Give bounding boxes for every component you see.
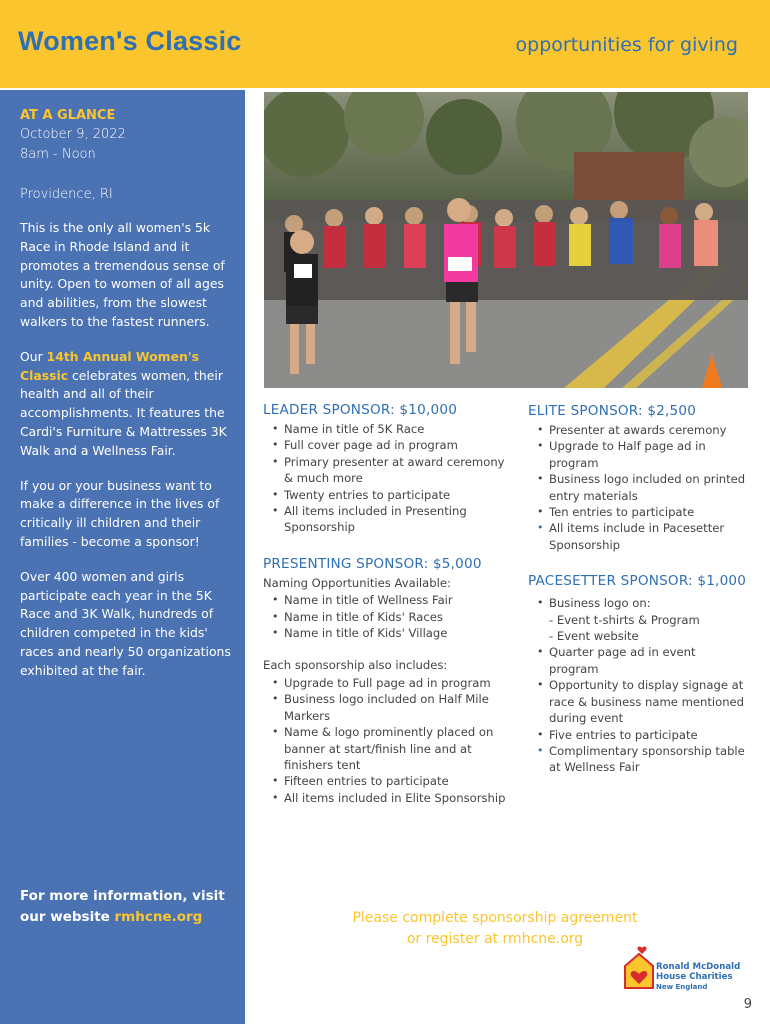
bullet-icon: • [537, 521, 544, 535]
left-sponsor-column [263, 400, 513, 806]
list-item: • Five entries to participate [537, 727, 698, 742]
presenting-benefits-list [263, 675, 513, 806]
pacesetter-sponsor-heading: PACESETTER SPONSOR: $1,000 [528, 573, 747, 590]
race-photo [264, 92, 748, 388]
list-item: • Opportunity to display signage at race & business name mentioned during event [537, 678, 745, 726]
list-item: • Full cover page ad in program [272, 438, 458, 453]
bullet-icon: • [272, 790, 279, 804]
cta-line-2: or register at rmhcne.org [406, 931, 584, 947]
bullet-icon: • [537, 678, 544, 692]
bullet-icon: • [537, 472, 544, 486]
elite-sponsor-heading: ELITE SPONSOR: $2,500 [528, 403, 697, 419]
list-item: • Fifteen entries to participate [272, 774, 449, 789]
list-item: • Twenty entries to participate [272, 487, 451, 502]
list-item: • Quarter page ad in event program [537, 645, 696, 676]
right-sponsor-column [528, 401, 748, 776]
ronald-mcdonald-house-icon [622, 944, 656, 990]
list-item: • Name & logo prominently placed on banner at start/finish line and at finishers tent [272, 725, 494, 772]
page-number: 9 [743, 997, 752, 1012]
cta-line-1: Please complete sponsorship agreement [352, 910, 638, 926]
bullet-icon: • [537, 645, 544, 659]
bullet-icon: • [537, 505, 544, 519]
leader-benefits-list [263, 421, 513, 536]
list-item: • Name in title of Kids' Village [272, 626, 448, 641]
elite-benefits-list [528, 422, 748, 553]
list-item: • Ten entries to participate [537, 505, 695, 520]
list-item: • All items include in Pacesetter Sponsorship [537, 521, 725, 552]
bullet-icon: • [272, 593, 279, 607]
event-name-highlight: 14th Annual Women's Classic [20, 348, 199, 383]
bullet-icon: • [272, 692, 279, 706]
bullet-icon: • [272, 422, 279, 435]
bullet-icon: • [272, 454, 279, 468]
bullet-icon: • [272, 774, 279, 788]
pacesetter-benefits-list [528, 595, 748, 775]
bullet-icon: • [537, 743, 544, 757]
list-item: • Name in title of Wellness Fair [272, 593, 453, 608]
naming-label: Naming Opportunities Available: [263, 575, 451, 590]
intro-paragraph: This is the only all women's 5k Race in Rhode Island and it promotes a tremendous sense of unity. Open to women of all ages and abilities, from the slowest walkers to the fastest runners. [20, 220, 225, 329]
event-date: October 9, 2022 [20, 127, 126, 142]
at-a-glance-sidebar [0, 90, 245, 1024]
logo-text: Ronald McDonald House Charities New England [656, 962, 741, 991]
website-link[interactable]: rmhcne.org [114, 909, 203, 925]
naming-list [263, 592, 513, 641]
rmhc-logo [622, 944, 752, 992]
list-item: • Presenter at awards ceremony [537, 423, 727, 437]
list-item: • Business logo included on printed entry materials [537, 472, 746, 503]
list-item: • Business logo on: - Event t-shirts & Program - Event website [537, 596, 700, 644]
list-item: • Upgrade to Full page ad in program [272, 675, 491, 690]
more-info: For more information, visit our website rmhcne.org [20, 888, 225, 925]
bullet-icon: • [537, 596, 544, 610]
leader-sponsor-heading: LEADER SPONSOR: $10,000 [263, 402, 458, 418]
list-item: • Name in title of 5K Race [272, 422, 425, 436]
bullet-icon: • [272, 725, 279, 739]
list-item: • All items included in Presenting Sponsorship [272, 504, 467, 535]
sponsor-call-paragraph: If you or your business want to make a difference in the lives of critically ill children and their families - become a sponsor! [20, 477, 220, 549]
list-item: • Complimentary sponsorship table at Wellness Fair [537, 743, 745, 775]
at-a-glance-heading: AT A GLANCE [20, 108, 116, 123]
list-item: • Primary presenter at award ceremony & much more [272, 454, 505, 486]
list-item: • Business logo included on Half Mile Markers [272, 692, 489, 723]
bullet-icon: • [272, 675, 279, 689]
classic-paragraph: Our 14th Annual Women's Classic celebrates women, their health and all of their accomplishments. It features the Cardi's Furniture & Mattresses 3K Walk and a Wellness Fair. [20, 348, 227, 458]
bullet-icon: • [272, 504, 279, 518]
list-item: • Name in title of Kids' Races [272, 609, 443, 624]
bullet-icon: • [537, 423, 544, 436]
page-header [0, 0, 770, 88]
bullet-icon: • [272, 438, 279, 452]
event-location: Providence, RI [20, 187, 113, 202]
includes-label: Each sponsorship also includes: [263, 658, 448, 673]
page-title: Women's Classic [18, 26, 242, 56]
list-item: • Upgrade to Half page ad in program [537, 439, 706, 470]
bullet-icon: • [272, 609, 279, 623]
participation-paragraph: Over 400 women and girls participate each year in the 5K Race and 3K Walk, hundreds of children competed in the kids' races and nearly 50 organizations exhibited at the fair. [20, 568, 231, 678]
bullet-icon: • [537, 727, 544, 741]
page-tagline: opportunities for giving [515, 34, 738, 56]
bullet-icon: • [537, 439, 544, 453]
bullet-icon: • [272, 626, 279, 640]
presenting-sponsor-heading: PRESENTING SPONSOR: $5,000 [263, 555, 482, 572]
bullet-icon: • [272, 487, 279, 501]
event-time: 8am - Noon [20, 147, 96, 162]
list-item: • All items included in Elite Sponsorship [272, 790, 506, 805]
